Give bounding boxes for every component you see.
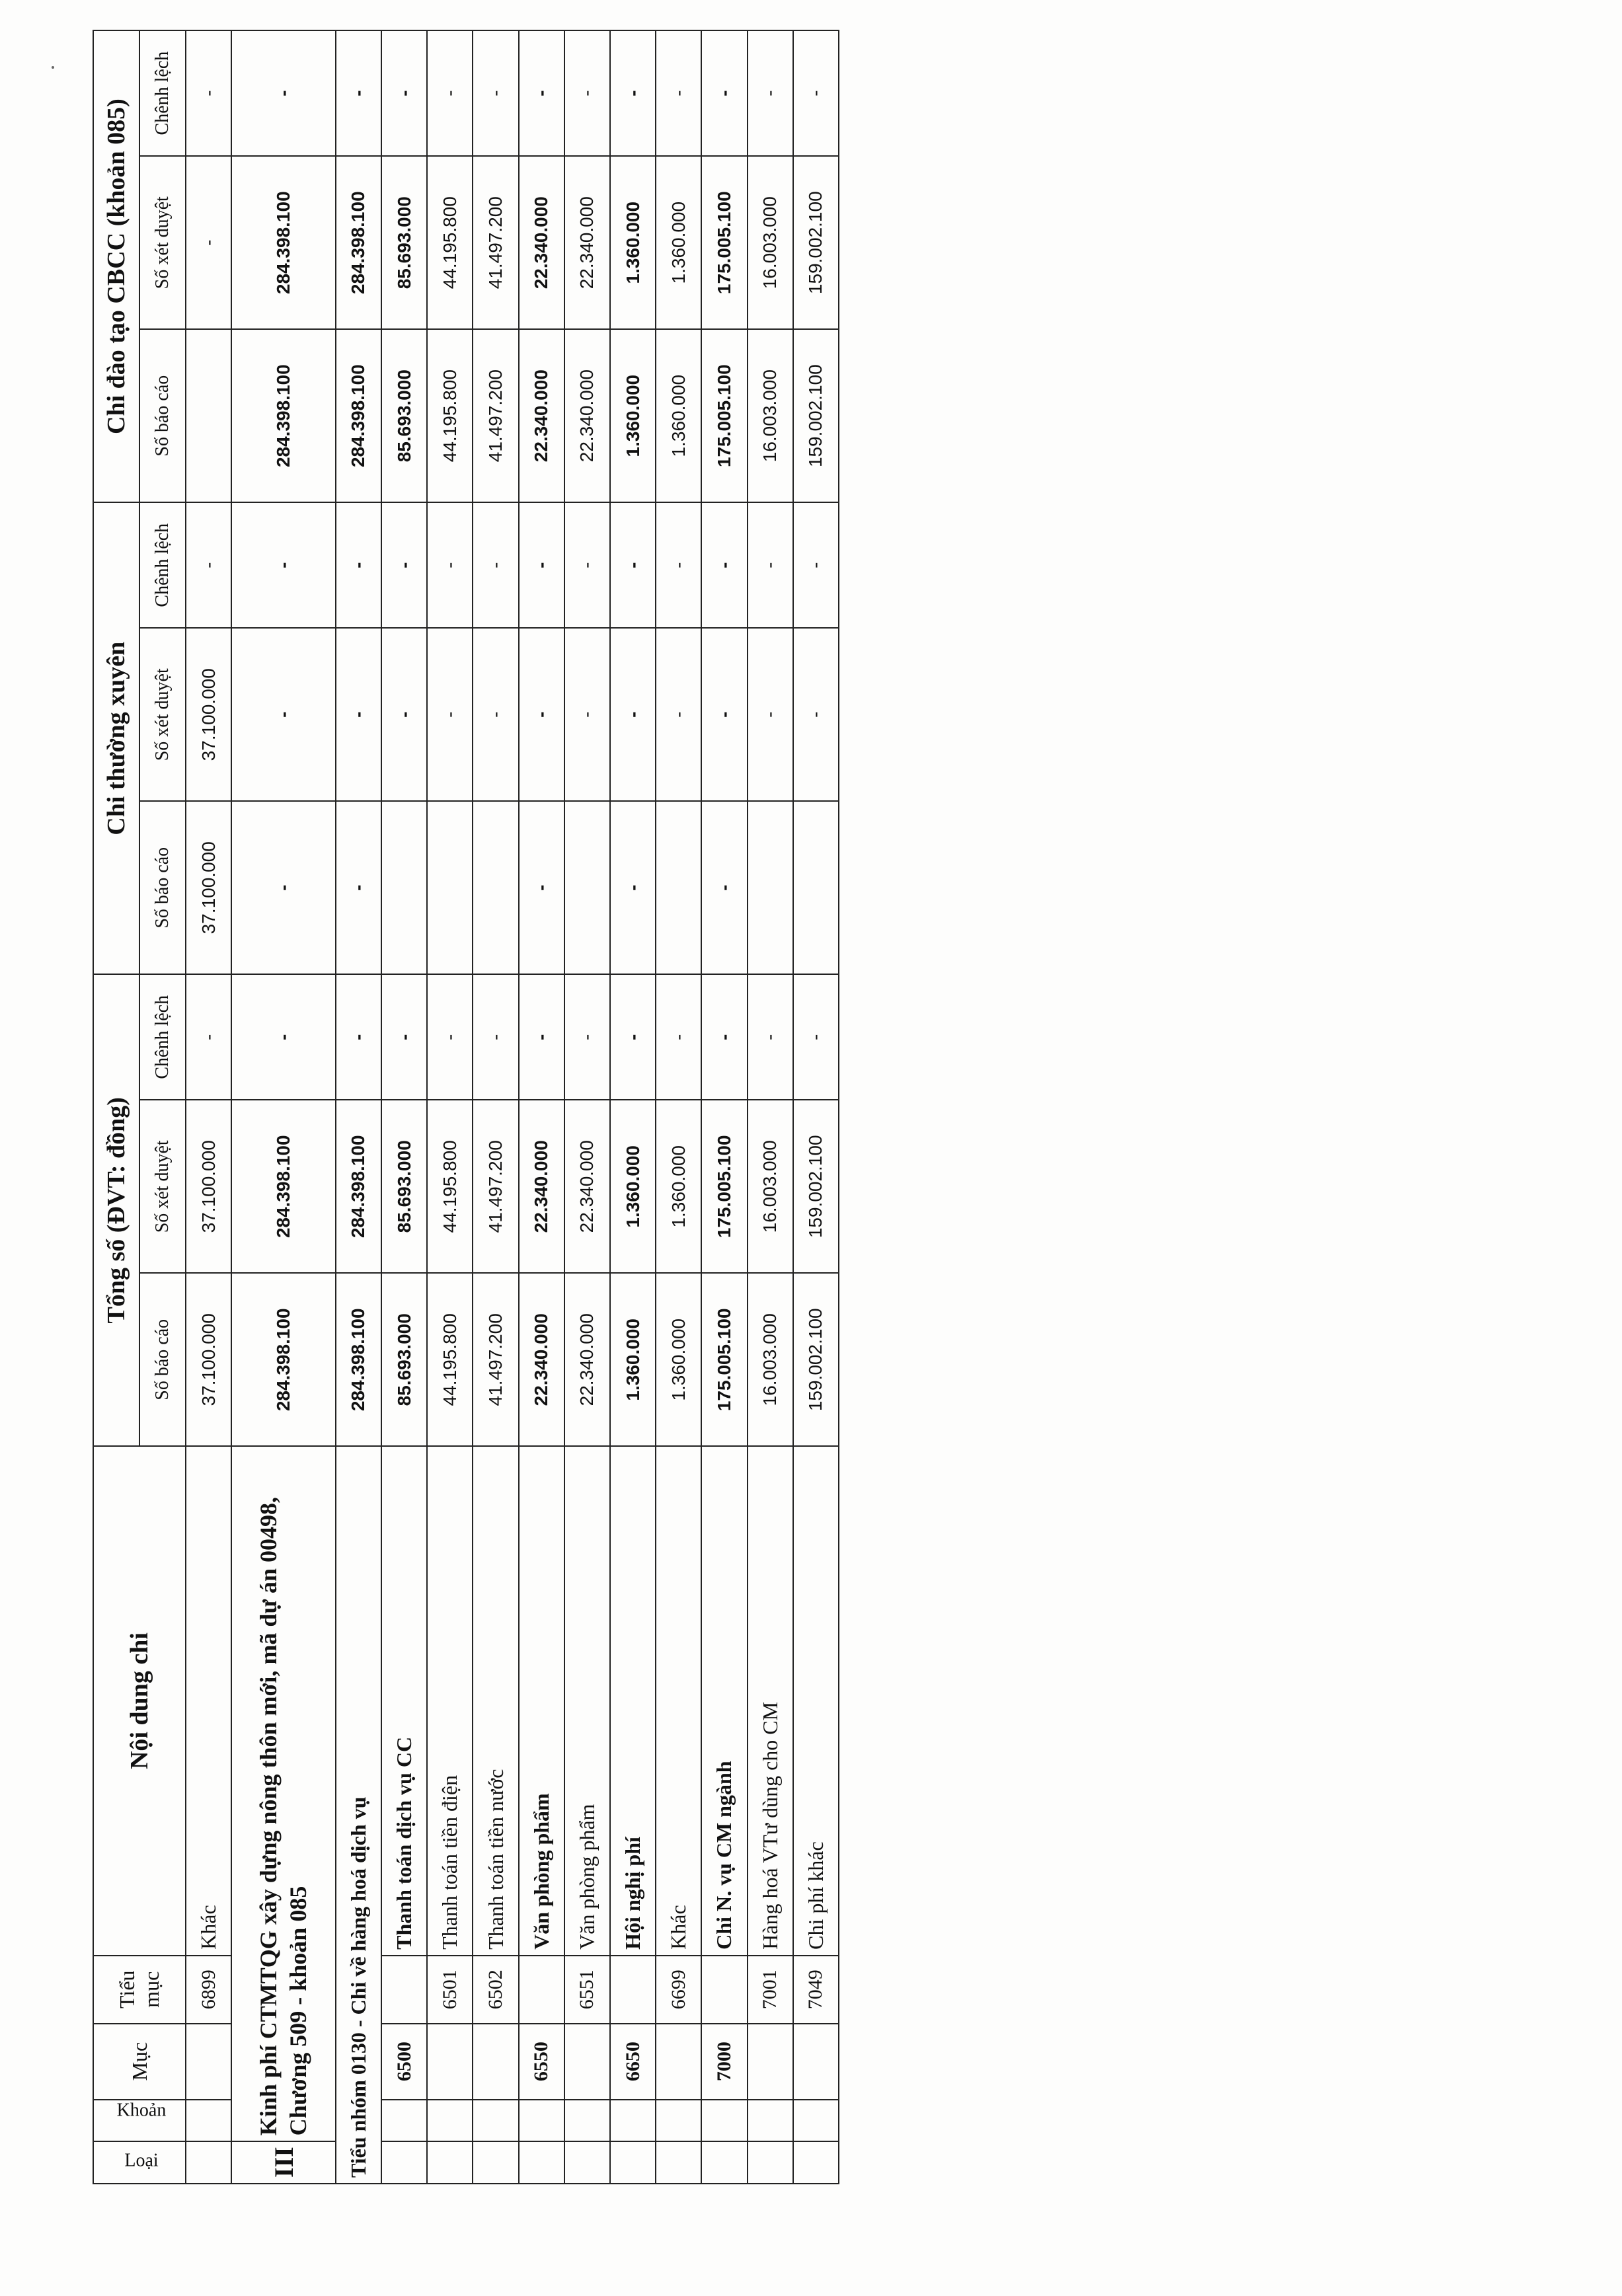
subheader-chenh-lech: Chênh lệch [139,30,186,156]
table-row [186,30,231,2184]
cell-value: 85.693.000 [381,1273,427,1446]
cell-value: - [748,502,793,628]
table-row [473,30,518,2184]
cell-value: 1.360.000 [610,329,656,502]
cell-value: 37.100.000 [186,801,231,974]
cell-value: - [381,30,427,156]
cell-value: 284.398.100 [336,1100,381,1273]
cell-value: - [231,628,336,801]
cell-muc: 6650 [610,2024,656,2100]
cell-tieu-muc: 6699 [656,1956,701,2024]
cell-value: 159.002.100 [793,156,839,329]
cell-value: 175.005.100 [701,1100,747,1273]
cell-value: 44.195.800 [427,1100,473,1273]
table-row [427,30,473,2184]
cell-value: 22.340.000 [564,329,610,502]
cell-value: 22.340.000 [519,156,564,329]
cell-value: - [186,502,231,628]
header-khoan: Khoản [93,2100,186,2142]
header-tieu-muc: Tiểu mục [93,1956,186,2024]
cell-value: - [186,974,231,1100]
cell-value: - [793,974,839,1100]
cell-value: - [336,974,381,1100]
cell-noi-dung: Hàng hoá VTư dùng cho CM [748,1446,793,1956]
cell-noi-dung: Chi N. vụ CM ngành [701,1446,747,1956]
cell-tieu-muc [701,1956,747,2024]
cell-value: - [656,628,701,801]
cell-value: - [519,974,564,1100]
cell-khoan [793,2100,839,2142]
cell-value: - [701,628,747,801]
cell-value: - [564,502,610,628]
cell-value: 175.005.100 [701,156,747,329]
cell-value: - [793,502,839,628]
cell-value: - [427,30,473,156]
subheader-so-xet-duyet: Số xét duyệt [139,1100,186,1273]
cell-khoan [748,2100,793,2142]
cell-value: 22.340.000 [519,1273,564,1446]
cell-value: 41.497.200 [473,156,518,329]
cell-value: - [186,156,231,329]
cell-value: 85.693.000 [381,329,427,502]
cell-khoan [381,2100,427,2142]
table-row [656,30,701,2184]
cell-noi-dung: Hội nghị phí [610,1446,656,1956]
cell-value: 22.340.000 [564,1100,610,1273]
cell-muc [186,2024,231,2100]
subheader-so-xet-duyet: Số xét duyệt [139,156,186,329]
cell-value: 175.005.100 [701,329,747,502]
cell-noi-dung: Tiểu nhóm 0130 - Chi về hàng hoá dịch vụ [336,1446,381,2184]
cell-value: - [231,801,336,974]
cell-value: 22.340.000 [519,1100,564,1273]
cell-loai [427,2141,473,2184]
header-group-chi-thuong-xuyen: Chi thường xuyên [93,502,139,974]
cell-khoan [610,2100,656,2142]
cell-value [381,801,427,974]
table-row [231,30,336,2184]
cell-value: - [473,502,518,628]
cell-value: 284.398.100 [231,1273,336,1446]
cell-loai: III [231,2141,336,2184]
cell-value: - [473,974,518,1100]
cell-value: - [748,30,793,156]
cell-value: 1.360.000 [610,1100,656,1273]
subheader-chenh-lech: Chênh lệch [139,974,186,1100]
cell-value: 175.005.100 [701,1273,747,1446]
table-row [519,30,564,2184]
cell-value: 16.003.000 [748,1273,793,1446]
header-loai: Loại [93,2141,186,2184]
cell-value: - [701,30,747,156]
cell-value: - [656,30,701,156]
cell-noi-dung: Văn phòng phẩm [519,1446,564,1956]
cell-value: 1.360.000 [656,1100,701,1273]
cell-value: - [748,974,793,1100]
cell-value: 85.693.000 [381,156,427,329]
cell-khoan [564,2100,610,2142]
cell-value: 16.003.000 [748,329,793,502]
cell-value: - [519,628,564,801]
cell-muc: 6550 [519,2024,564,2100]
cell-value: - [381,502,427,628]
cell-tieu-muc [381,1956,427,2024]
cell-noi-dung: Văn phòng phẩm [564,1446,610,1956]
cell-value: - [381,628,427,801]
cell-loai [748,2141,793,2184]
cell-muc: 7000 [701,2024,747,2100]
cell-muc [564,2024,610,2100]
table-row [336,30,381,2184]
cell-value: 44.195.800 [427,156,473,329]
cell-value: 284.398.100 [231,329,336,502]
cell-value: - [231,502,336,628]
cell-noi-dung: Khác [656,1446,701,1956]
subheader-so-bao-cao: Số báo cáo [139,329,186,502]
cell-value: 16.003.000 [748,1100,793,1273]
cell-value: - [473,628,518,801]
cell-loai [793,2141,839,2184]
cell-value: - [793,628,839,801]
cell-value: 85.693.000 [381,1100,427,1273]
cell-muc [473,2024,518,2100]
cell-loai [381,2141,427,2184]
cell-value: - [336,502,381,628]
cell-khoan [656,2100,701,2142]
cell-value: 22.340.000 [564,156,610,329]
cell-khoan [473,2100,518,2142]
cell-muc [656,2024,701,2100]
header-muc: Mục [93,2024,186,2100]
table-row [564,30,610,2184]
cell-value: - [519,502,564,628]
cell-value: - [701,974,747,1100]
cell-value: 284.398.100 [336,329,381,502]
header-group-tong-so: Tổng số (ĐVT: đồng) [93,974,139,1446]
cell-value: 159.002.100 [793,1273,839,1446]
cell-tieu-muc: 6502 [473,1956,518,2024]
cell-muc [793,2024,839,2100]
header-group-chi-dao-tao: Chi đào tạo CBCC (khoản 085) [93,30,139,502]
cell-value: - [519,801,564,974]
cell-value: 284.398.100 [231,1100,336,1273]
cell-loai [473,2141,518,2184]
cell-khoan [427,2100,473,2142]
cell-noi-dung: Chi phí khác [793,1446,839,1956]
cell-value: - [610,502,656,628]
cell-value [473,801,518,974]
cell-loai [701,2141,747,2184]
cell-tieu-muc [610,1956,656,2024]
cell-value: - [610,30,656,156]
subheader-so-bao-cao: Số báo cáo [139,801,186,974]
cell-value: 1.360.000 [610,156,656,329]
cell-loai [186,2141,231,2184]
table-row [381,30,427,2184]
cell-value: 37.100.000 [186,628,231,801]
cell-value: - [336,801,381,974]
cell-value: 284.398.100 [231,156,336,329]
cell-value: 22.340.000 [519,329,564,502]
cell-value: 41.497.200 [473,1100,518,1273]
subheader-chenh-lech: Chênh lệch [139,502,186,628]
cell-value: - [610,974,656,1100]
cell-value: 159.002.100 [793,329,839,502]
cell-noi-dung: Kinh phí CTMTQG xây dựng nông thôn mới, mã dự án 00498, Chương 509 - khoản 085 [231,1446,336,2141]
cell-value: 22.340.000 [564,1273,610,1446]
cell-value: 159.002.100 [793,1100,839,1273]
cell-value: - [793,30,839,156]
cell-muc [748,2024,793,2100]
cell-value: - [336,30,381,156]
cell-value: - [748,628,793,801]
cell-muc [427,2024,473,2100]
cell-tieu-muc: 6501 [427,1956,473,2024]
cell-value: - [427,628,473,801]
table-row [793,30,839,2184]
subheader-so-bao-cao: Số báo cáo [139,1273,186,1446]
cell-value [793,801,839,974]
cell-value: - [381,974,427,1100]
cell-noi-dung: Thanh toán tiền nước [473,1446,518,1956]
budget-table [93,30,839,2184]
cell-value: - [564,628,610,801]
cell-value: 1.360.000 [656,329,701,502]
cell-value: 16.003.000 [748,156,793,329]
cell-value [186,329,231,502]
cell-value: - [656,502,701,628]
cell-tieu-muc: 7049 [793,1956,839,2024]
cell-tieu-muc: 6551 [564,1956,610,2024]
cell-value: - [610,801,656,974]
cell-value: - [336,628,381,801]
header-noi-dung: Nội dung chi [93,1446,186,1956]
cell-value: 37.100.000 [186,1100,231,1273]
scan-speck [52,66,54,69]
cell-value: - [610,628,656,801]
cell-value: 44.195.800 [427,329,473,502]
cell-khoan [186,2100,231,2142]
cell-value [564,801,610,974]
cell-value: 284.398.100 [336,1273,381,1446]
cell-value: - [427,974,473,1100]
cell-value: 44.195.800 [427,1273,473,1446]
cell-loai [610,2141,656,2184]
cell-value: 1.360.000 [656,156,701,329]
rotated-page [93,30,839,2184]
cell-value: - [231,974,336,1100]
cell-value: - [186,30,231,156]
cell-loai [519,2141,564,2184]
cell-value: 1.360.000 [656,1273,701,1446]
cell-value: - [701,502,747,628]
cell-tieu-muc: 7001 [748,1956,793,2024]
cell-value: 41.497.200 [473,329,518,502]
cell-noi-dung: Khác [186,1446,231,1956]
table-row [701,30,747,2184]
cell-value: - [564,30,610,156]
cell-khoan [701,2100,747,2142]
cell-value: 1.360.000 [610,1273,656,1446]
cell-noi-dung: Thanh toán dịch vụ CC [381,1446,427,1956]
cell-value: - [231,30,336,156]
cell-loai [564,2141,610,2184]
cell-muc: 6500 [381,2024,427,2100]
cell-value: - [427,502,473,628]
cell-value: - [564,974,610,1100]
table-row [610,30,656,2184]
cell-khoan [519,2100,564,2142]
cell-value: 284.398.100 [336,156,381,329]
cell-value [427,801,473,974]
cell-value: - [473,30,518,156]
table-row [748,30,793,2184]
cell-value: 37.100.000 [186,1273,231,1446]
cell-loai [656,2141,701,2184]
cell-value [748,801,793,974]
cell-tieu-muc [519,1956,564,2024]
subheader-so-xet-duyet: Số xét duyệt [139,628,186,801]
cell-value: - [701,801,747,974]
cell-noi-dung: Thanh toán tiền điện [427,1446,473,1956]
cell-value: - [519,30,564,156]
cell-value: - [656,974,701,1100]
cell-value [656,801,701,974]
cell-value: 41.497.200 [473,1273,518,1446]
cell-tieu-muc: 6899 [186,1956,231,2024]
